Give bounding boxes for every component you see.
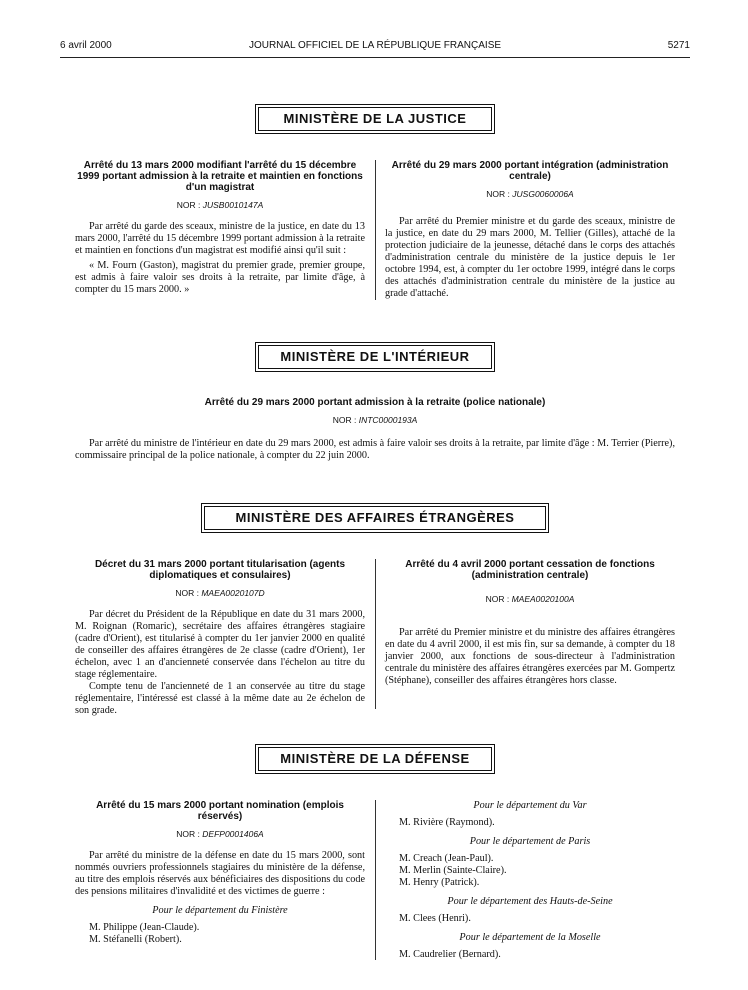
article-title: Arrêté du 15 mars 2000 portant nomination (emplois réservés): [96, 800, 344, 822]
column-divider: [375, 160, 376, 300]
defense-left-column: [75, 800, 365, 946]
department-heading: Pour le département des Hauts-de-Seine: [447, 896, 613, 907]
nor-reference: NOR : INTC0000193A: [332, 415, 418, 425]
article-paragraph: Compte tenu de l'ancienneté de 1 an conservée au titre du stage réglementaire, l'intéressé est classé à la même date au 2e échelon de son grade.: [75, 681, 365, 716]
article-paragraph: Par arrêté du ministre de la défense en date du 15 mars 2000, sont nommés ouvriers professionnels stagiaires du ministère de la défense, au titre des emplois réservés aux bénéficiaires des dispositions du code des pensions militaires d'invalidité et des victimes de guerre :: [75, 850, 365, 897]
article-title: Arrêté du 29 mars 2000 portant admission à la retraite (police nationale): [204, 397, 546, 408]
etrangeres-left-column: [75, 559, 365, 717]
list-item: M. Creach (Jean-Paul).: [399, 853, 494, 864]
list-item: M. Rivière (Raymond).: [399, 817, 495, 828]
article-title: Décret du 31 mars 2000 portant titularisation (agents diplomatiques et consulaires): [94, 559, 346, 581]
header-rule: [60, 57, 690, 58]
article-title: Arrêté du 13 mars 2000 modifiant l'arrêté du 15 décembre 1999 portant admission à la retraite et maintien en fonctions d'un magistrat: [77, 160, 363, 193]
article-paragraph: Par arrêté du Premier ministre et du garde des sceaux, ministre de la justice, en date du 29 mars 2000, M. Tellier (Gilles), attaché de la protection judiciaire de la jeunesse, détaché dans le corps des attachés d'administration centrale du ministère de la justice depuis le 1er octobre 1994, est, à compter du 1er octobre 1999, intégré dans le corps des attachés d'administration centrale du ministère de la justice au grade d'attaché.: [385, 216, 675, 299]
section-heading-justice: MINISTÈRE DE LA JUSTICE: [258, 107, 492, 131]
article-paragraph: Par arrêté du garde des sceaux, ministre de la justice, en date du 13 mars 2000, l'arrêté du 15 décembre 1999 portant admission à la retraite et maintien en fonctions d'un magistrat est modifié ainsi qu'il suit :: [75, 221, 365, 256]
section-heading-defense: MINISTÈRE DE LA DÉFENSE: [258, 747, 492, 771]
department-heading: Pour le département de la Moselle: [459, 932, 601, 943]
nor-reference: NOR : JUSB0010147A: [176, 200, 264, 210]
list-item: M. Caudrelier (Bernard).: [399, 949, 501, 960]
page-number: 5271: [667, 40, 690, 51]
article-paragraph: « M. Fourn (Gaston), magistrat du premier grade, premier groupe, est admis à faire valoir ses droits à la retraite, par limite d'âge, à compter du 15 mars 2000. »: [75, 260, 365, 295]
nor-reference: NOR : DEFP0001406A: [176, 829, 264, 839]
article-paragraph: Par arrêté du Premier ministre et du ministre des affaires étrangères en date du 4 avril 2000, il est mis fin, sur sa demande, à compter du 18 janvier 2000, aux fonctions de sous-directeur à l'administration centrale du ministère des affaires étrangères exercées par M. Gompertz (Stéphane), conseiller des affaires étrangères hors classe.: [385, 627, 675, 686]
section-heading-etrangeres: MINISTÈRE DES AFFAIRES ÉTRANGÈRES: [204, 506, 546, 530]
header-date: 6 avril 2000: [60, 40, 112, 51]
list-item: M. Stéfanelli (Robert).: [89, 934, 182, 945]
etrangeres-right-column: [385, 559, 675, 687]
justice-right-column: [385, 160, 675, 300]
article-title: Arrêté du 29 mars 2000 portant intégration (administration centrale): [391, 160, 669, 182]
journal-title: JOURNAL OFFICIEL DE LA RÉPUBLIQUE FRANÇAISE: [248, 40, 502, 51]
list-item: M. Merlin (Sainte-Claire).: [399, 865, 507, 876]
article-paragraph: Par arrêté du ministre de l'intérieur en date du 29 mars 2000, est admis à faire valoir ses droits à la retraite, par limite d'âge : M. Terrier (Pierre), commissaire principal de la police nationale, à compter du 22 juin 2000.: [75, 438, 675, 461]
nor-reference: NOR : MAEA0020107D: [175, 588, 265, 598]
department-heading: Pour le département du Var: [473, 800, 587, 811]
section-heading-interieur: MINISTÈRE DE L'INTÉRIEUR: [258, 345, 492, 369]
list-item: M. Philippe (Jean-Claude).: [89, 922, 200, 933]
defense-right-column: [385, 800, 675, 961]
column-divider: [375, 559, 376, 709]
article-paragraph: Par décret du Président de la République en date du 31 mars 2000, M. Roignan (Romaric), secrétaire des affaires étrangères stagiaire (cadre d'Orient), est titularisé à compter du 1er janvier 2000 en qualité de conseiller des affaires étrangères de 2e classe (cadre d'Orient), 1er échelon, avec 1 an d'ancienneté conservée dans l'échelon au titre du stage réglementaire.: [75, 609, 365, 680]
department-heading: Pour le département de Paris: [469, 836, 591, 847]
list-item: M. Henry (Patrick).: [399, 877, 480, 888]
department-heading: Pour le département du Finistère: [152, 905, 288, 916]
justice-left-column: [75, 160, 365, 296]
page-header: [60, 40, 690, 56]
interieur-column: [75, 397, 675, 462]
column-divider: [375, 800, 376, 960]
nor-reference: NOR : MAEA0020100A: [485, 594, 575, 604]
list-item: M. Clees (Henri).: [399, 913, 471, 924]
article-title: Arrêté du 4 avril 2000 portant cessation de fonctions (administration centrale): [405, 559, 655, 581]
nor-reference: NOR : JUSG0060006A: [486, 189, 574, 199]
